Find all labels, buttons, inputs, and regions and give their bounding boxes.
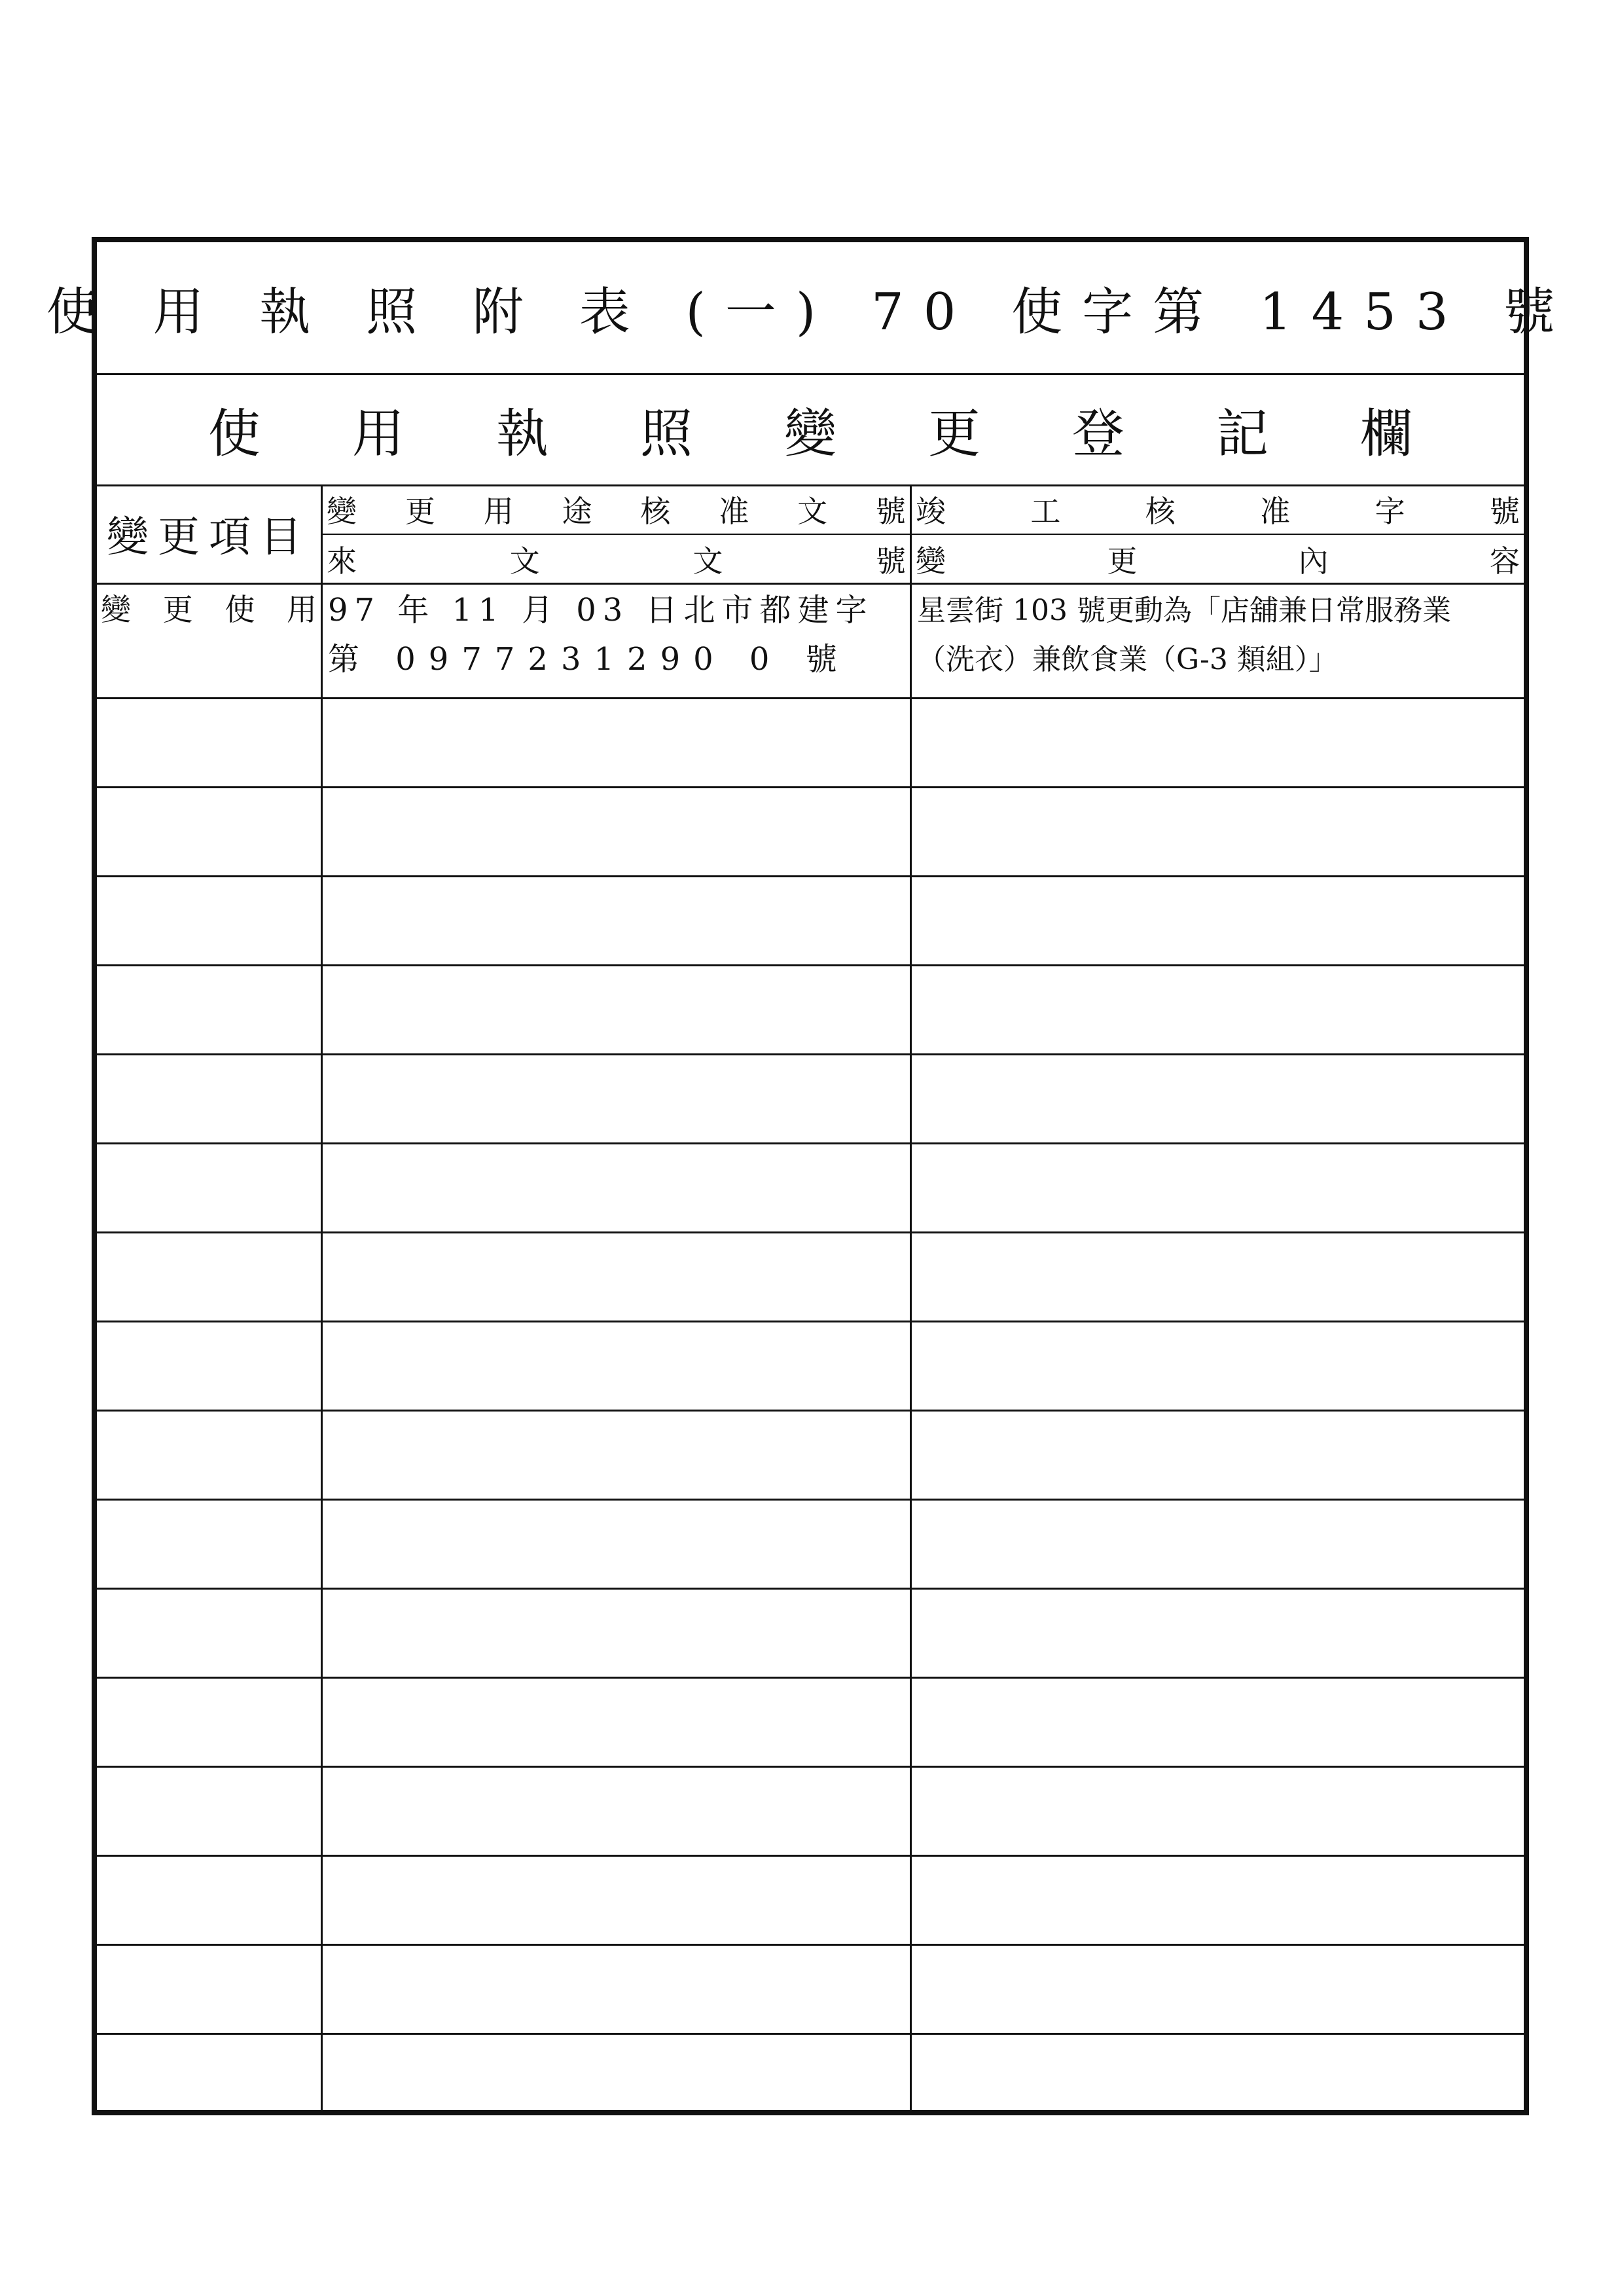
column-divider <box>321 484 323 2110</box>
column-divider <box>910 484 912 2110</box>
row-divider <box>97 1142 1524 1144</box>
header-char: 字 <box>1375 493 1405 529</box>
form-title: 使 用 執 照 附 表 (一) 70 使字第 1453 號 <box>46 283 1575 342</box>
header-change-content <box>912 535 1524 583</box>
row-divider <box>97 1410 1524 1412</box>
row-divider <box>97 786 1524 788</box>
doc-date-text: 97 年 11 月 03 日北市都建字 <box>328 592 874 629</box>
header-char: 號 <box>875 543 906 579</box>
row-divider <box>97 964 1524 966</box>
row-divider <box>97 1231 1524 1233</box>
table-row-content-line-1 <box>912 583 1524 632</box>
row-divider <box>97 1766 1524 1768</box>
header-completion-approval-number <box>912 484 1524 534</box>
header-char: 途 <box>562 493 592 529</box>
header-change-item <box>97 484 321 583</box>
header-char: 變 <box>916 543 946 579</box>
header-char: 文 <box>797 493 828 529</box>
header-char: 變 <box>327 493 357 529</box>
header-char: 文 <box>692 543 723 579</box>
header-char: 文 <box>509 543 540 579</box>
row-divider <box>97 1499 1524 1501</box>
header-char: 號 <box>875 493 906 529</box>
row-divider <box>97 2033 1524 2035</box>
table-row-doc-line-1 <box>323 583 910 632</box>
header-char: 核 <box>640 493 671 529</box>
row-divider <box>97 1053 1524 1055</box>
header-char: 更 <box>1107 543 1138 579</box>
row-divider <box>97 697 1524 699</box>
item-char: 變 <box>101 591 131 627</box>
header-change-item-label: 變更項目 <box>107 513 311 562</box>
item-char: 更 <box>162 591 193 627</box>
header-char: 號 <box>1489 493 1520 529</box>
row-divider <box>97 1677 1524 1679</box>
row-divider <box>97 875 1524 877</box>
item-char: 使 <box>225 591 255 627</box>
change-content-text: （洗衣）兼飲食業（G-3 類組）」 <box>917 642 1338 676</box>
header-char: 更 <box>404 493 435 529</box>
form-subtitle: 使用執照變更登記欄 <box>208 403 1504 464</box>
header-char: 來 <box>327 543 357 579</box>
change-content-text: 星雲街 103 號更動為「店舖兼日常服務業 <box>917 593 1451 627</box>
header-approval-doc-number <box>323 484 910 534</box>
header-char: 內 <box>1298 543 1329 579</box>
form-title-row <box>46 242 1575 373</box>
header-char: 用 <box>483 493 514 529</box>
doc-number-text: 第 0977231290 0 號 <box>328 641 850 678</box>
table-row-content-line-2 <box>912 632 1524 681</box>
row-divider <box>97 1855 1524 1857</box>
row-divider <box>97 1944 1524 1946</box>
header-char: 容 <box>1489 543 1520 579</box>
header-incoming-doc-number <box>323 535 910 583</box>
header-char: 竣 <box>916 493 946 529</box>
header-char: 核 <box>1145 493 1176 529</box>
table-row-item <box>97 583 321 632</box>
header-char: 工 <box>1030 493 1061 529</box>
license-form-frame <box>46 237 1575 2115</box>
row-divider <box>97 1588 1524 1590</box>
form-subtitle-row <box>97 373 1524 484</box>
header-char: 准 <box>1260 493 1291 529</box>
item-char: 用 <box>286 591 317 627</box>
table-row-doc-line-2 <box>323 632 910 681</box>
row-divider <box>97 1321 1524 1322</box>
header-char: 准 <box>719 493 749 529</box>
